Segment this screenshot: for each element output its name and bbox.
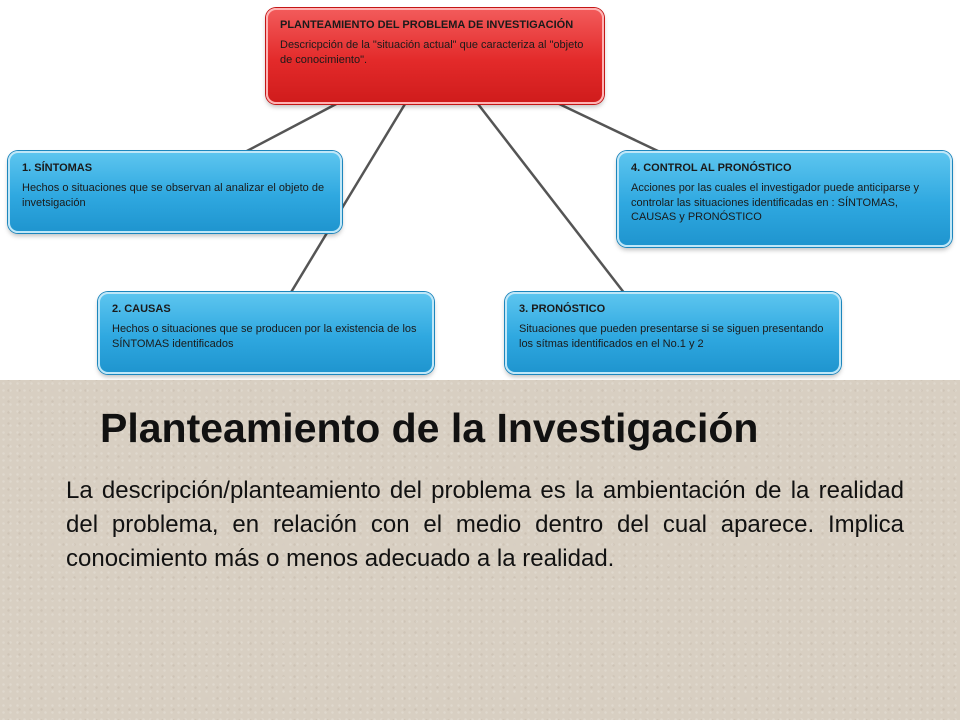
- causas-node: [98, 292, 434, 374]
- control-node: [617, 151, 952, 247]
- pronostico-node-title: 3. PRONÓSTICO: [519, 303, 606, 315]
- edge-root-control: [555, 102, 660, 152]
- root-node-title: PLANTEAMIENTO DEL PROBLEMA DE INVESTIGACIÓN: [280, 19, 574, 31]
- sintomas-node: [8, 151, 342, 233]
- sintomas-node-title: 1. SÍNTOMAS: [22, 162, 93, 174]
- sintomas-node-description: Hechos o situaciones que se observan al analizar el objeto de invetsigación: [22, 182, 325, 209]
- slide-body-text: La descripción/planteamiento del problema es la ambientación de la realidad del problema, en relación con el medio dentro del cual aparece. Implica conocimiento más o menos adecuado a la realidad.: [66, 477, 904, 572]
- causas-node-description: Hechos o situaciones que se producen por la existencia de los SÍNTOMAS identificados: [112, 323, 417, 350]
- edge-root-pronostico: [478, 104, 625, 294]
- pronostico-node-description: Situaciones que pueden presentarse si se siguen presentando los sítmas identificados en el No.1 y 2: [519, 323, 824, 350]
- control-node-description: Acciones por las cuales el investigador puede anticiparse y controlar las situaciones identificadas en : SÍNTOMAS, CAUSAS y PRONÓSTICO: [631, 182, 919, 223]
- root-node: [266, 8, 604, 104]
- control-node-title: 4. CONTROL AL PRONÓSTICO: [631, 162, 792, 174]
- pronostico-node: [505, 292, 841, 374]
- slide-title: Planteamiento de la Investigación: [100, 405, 759, 451]
- edge-root-sintomas: [245, 102, 340, 152]
- root-node-description: Descricpción de la "situación actual" que caracteriza al "objeto de conocimiento".: [280, 39, 584, 66]
- causas-node-title: 2. CAUSAS: [112, 303, 171, 315]
